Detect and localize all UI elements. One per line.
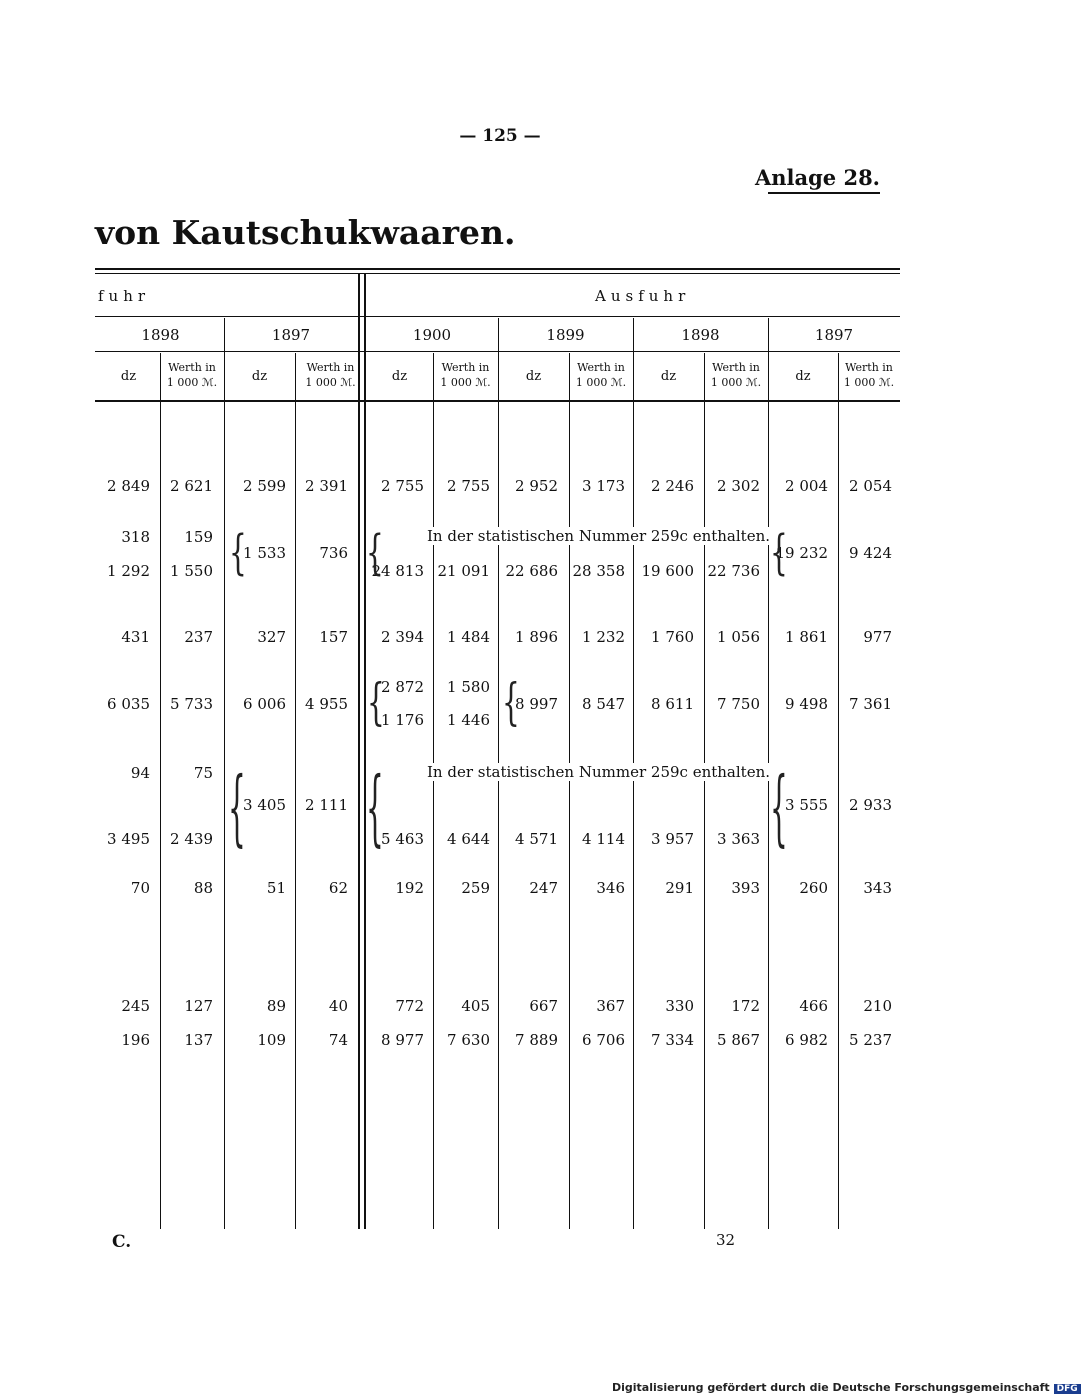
year-header: 1900 — [412, 326, 452, 344]
table-cell: 22 686 — [505, 562, 558, 580]
table-cell: 1 446 — [447, 711, 490, 729]
table-cell: 2 599 — [243, 477, 286, 495]
table-cell: 3 405 — [243, 796, 286, 814]
table-cell: 2 952 — [515, 477, 558, 495]
table-cell: 2 755 — [447, 477, 490, 495]
table-cell: 5 463 — [381, 830, 424, 848]
table-cell: 2 872 — [381, 678, 424, 696]
table-cell: 3 495 — [107, 830, 150, 848]
table-top-rule-thin — [95, 273, 900, 274]
section-divider-right — [364, 274, 366, 1229]
table-cell: 7 750 — [717, 695, 760, 713]
table-cell: 343 — [863, 879, 892, 897]
table-cell: 4 571 — [515, 830, 558, 848]
table-cell: 51 — [266, 879, 286, 897]
column-header-werth: Werth in — [441, 361, 490, 374]
table-cell: 22 736 — [707, 562, 760, 580]
column-header-werth: Werth in — [845, 361, 893, 374]
table-cell: 6 035 — [107, 695, 150, 713]
table-cell: 2 933 — [849, 796, 892, 814]
table-cell: 9 498 — [785, 695, 828, 713]
section-header-rule — [95, 316, 900, 317]
table-cell: 1 176 — [381, 711, 424, 729]
brace-icon: { — [228, 759, 246, 856]
table-cell: 247 — [529, 879, 558, 897]
table-cell: 28 358 — [572, 562, 625, 580]
table-cell: 94 — [130, 764, 150, 782]
column-divider — [160, 353, 161, 1229]
page-title: von Kautschukwaaren. — [95, 213, 516, 252]
table-cell: 5 237 — [849, 1031, 892, 1049]
column-divider — [704, 353, 705, 1229]
table-cell: 7 889 — [515, 1031, 558, 1049]
table-cell: 431 — [121, 628, 150, 646]
section-divider-left — [358, 274, 360, 1229]
table-cell: 1 550 — [170, 562, 213, 580]
year-header: 1898 — [141, 326, 180, 344]
table-cell: 8 547 — [582, 695, 625, 713]
table-cell: 1 232 — [582, 628, 625, 646]
table-cell: 6 982 — [785, 1031, 828, 1049]
column-header-werth-unit: 1 000 ℳ. — [166, 376, 218, 389]
table-cell: 21 091 — [437, 562, 490, 580]
brace-icon: { — [367, 672, 385, 732]
table-cell: 330 — [665, 997, 694, 1015]
table-cell: 6 706 — [582, 1031, 625, 1049]
table-cell: 245 — [121, 997, 150, 1015]
table-cell: 3 555 — [785, 796, 828, 814]
table-cell: 196 — [121, 1031, 150, 1049]
table-note: In der statistischen Nummer 259c enthalten. — [427, 763, 771, 781]
table-cell: 2 111 — [305, 796, 348, 814]
table-cell: 7 361 — [849, 695, 892, 713]
table-cell: 62 — [328, 879, 348, 897]
table-cell: 1 484 — [447, 628, 490, 646]
table-cell: 2 849 — [107, 477, 150, 495]
table-cell: 19 600 — [641, 562, 694, 580]
table-cell: 393 — [731, 879, 760, 897]
appendix-label: Anlage 28. — [754, 165, 880, 190]
column-divider — [295, 353, 296, 1229]
year-header: 1897 — [271, 326, 311, 344]
column-divider — [838, 353, 839, 1229]
column-divider — [569, 353, 570, 1229]
column-header-werth: Werth in — [168, 361, 216, 374]
table-cell: 157 — [319, 628, 348, 646]
column-divider — [433, 353, 434, 1229]
table-cell: 3 173 — [582, 477, 625, 495]
table-cell: 127 — [184, 997, 213, 1015]
table-cell: 327 — [257, 628, 286, 646]
column-header-dz: dz — [391, 369, 408, 384]
table-cell: 40 — [328, 997, 348, 1015]
table-cell: 75 — [193, 764, 213, 782]
table-cell: 291 — [665, 879, 694, 897]
table-cell: 237 — [184, 628, 213, 646]
year-divider — [224, 318, 225, 1229]
table-cell: 2 621 — [170, 477, 213, 495]
table-cell: 2 246 — [651, 477, 694, 495]
table-cell: 346 — [596, 879, 625, 897]
table-cell: 74 — [328, 1031, 348, 1049]
dfg-logo-icon: DFG — [1054, 1384, 1081, 1394]
column-header-dz: dz — [525, 369, 542, 384]
section-label-import: fuhr — [98, 287, 151, 305]
table-cell: 7 630 — [447, 1031, 490, 1049]
table-cell: 772 — [395, 997, 424, 1015]
column-header-werth: Werth in — [712, 361, 760, 374]
table-cell: 3 957 — [651, 830, 694, 848]
table-cell: 1 896 — [515, 628, 558, 646]
column-header-werth-unit: 1 000 ℳ. — [440, 376, 491, 389]
table-cell: 210 — [863, 997, 892, 1015]
column-header-werth-unit: 1 000 ℳ. — [575, 376, 627, 389]
table-cell: 24 813 — [371, 562, 424, 580]
column-header-werth-unit: 1 000 ℳ. — [305, 376, 356, 389]
column-header-werth-unit: 1 000 ℳ. — [710, 376, 762, 389]
table-cell: 466 — [799, 997, 828, 1015]
digitization-credit — [612, 1381, 1081, 1394]
table-cell: 8 611 — [651, 695, 694, 713]
column-header-dz: dz — [251, 369, 268, 384]
year-header: 1897 — [814, 326, 854, 344]
table-cell: 89 — [266, 997, 286, 1015]
table-cell: 405 — [461, 997, 490, 1015]
table-cell: 260 — [799, 879, 828, 897]
table-cell: 1 292 — [107, 562, 150, 580]
table-cell: 667 — [529, 997, 558, 1015]
table-cell: 318 — [121, 528, 150, 546]
table-note: In der statistischen Nummer 259c enthalten. — [427, 527, 771, 545]
table-cell: 736 — [319, 544, 348, 562]
table-cell: 192 — [395, 879, 424, 897]
table-cell: 172 — [731, 997, 760, 1015]
footer-mark: C. — [112, 1232, 132, 1252]
table-cell: 8 977 — [381, 1031, 424, 1049]
table-cell: 2 054 — [849, 477, 892, 495]
table-cell: 109 — [257, 1031, 286, 1049]
year-header: 1898 — [681, 326, 720, 344]
table-cell: 2 439 — [170, 830, 213, 848]
table-cell: 1 861 — [785, 628, 828, 646]
table-cell: 4 114 — [582, 830, 625, 848]
table-top-rule — [95, 268, 900, 270]
footer-signature: 32 — [716, 1231, 736, 1249]
table-cell: 2 391 — [305, 477, 348, 495]
table-cell: 1 580 — [447, 678, 490, 696]
table-cell: 1 056 — [717, 628, 760, 646]
table-cell: 977 — [863, 628, 892, 646]
brace-icon: { — [366, 523, 384, 581]
table-cell: 1 533 — [243, 544, 286, 562]
table-cell: 259 — [461, 879, 490, 897]
column-header-werth: Werth in — [577, 361, 625, 374]
appendix-underline — [768, 192, 880, 194]
column-header-dz: dz — [120, 369, 137, 384]
table-cell: 19 232 — [775, 544, 828, 562]
table-cell: 159 — [184, 528, 213, 546]
table-cell: 137 — [184, 1031, 213, 1049]
table-cell: 2 302 — [717, 477, 760, 495]
table-cell: 7 334 — [651, 1031, 694, 1049]
brace-icon: { — [502, 672, 520, 732]
brace-icon: { — [770, 523, 788, 581]
table-cell: 2 394 — [381, 628, 424, 646]
table-cell: 5 733 — [170, 695, 213, 713]
digitization-credit-text: Digitalisierung gefördert durch die Deutsche Forschungsgemeinschaft — [612, 1381, 1050, 1394]
column-header-werth-unit: 1 000 ℳ. — [843, 376, 895, 389]
column-header-dz: dz — [795, 369, 811, 384]
table-cell: 6 006 — [243, 695, 286, 713]
table-cell: 2 004 — [785, 477, 828, 495]
table-cell: 8 997 — [515, 695, 558, 713]
table-cell: 3 363 — [717, 830, 760, 848]
section-label-export: Ausfuhr — [595, 287, 691, 305]
table-cell: 70 — [130, 879, 150, 897]
brace-icon: { — [229, 523, 247, 581]
table-cell: 1 760 — [651, 628, 694, 646]
column-header-werth: Werth in — [306, 361, 355, 374]
column-header-dz: dz — [660, 369, 677, 384]
brace-icon: { — [770, 759, 788, 856]
page-number: — 125 — — [459, 126, 541, 146]
table-cell: 5 867 — [717, 1031, 760, 1049]
brace-icon: { — [366, 759, 384, 856]
table-cell: 2 755 — [381, 477, 424, 495]
table-cell: 367 — [596, 997, 625, 1015]
year-header: 1899 — [546, 326, 585, 344]
table-cell: 9 424 — [849, 544, 892, 562]
table-cell: 4 644 — [447, 830, 490, 848]
table-cell: 4 955 — [305, 695, 348, 713]
table-cell: 88 — [193, 879, 213, 897]
